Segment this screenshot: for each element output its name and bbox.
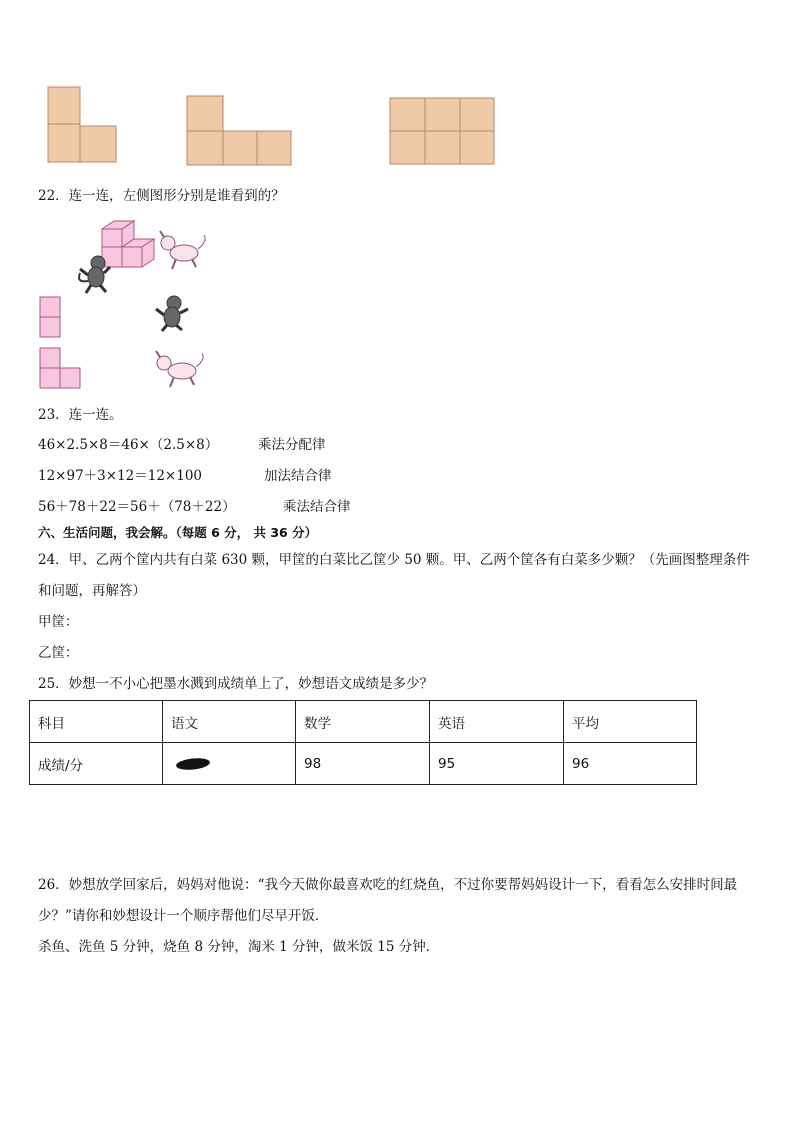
table-cell: 95 bbox=[430, 743, 564, 785]
q23-law-3: 乘法结合律 bbox=[283, 499, 351, 515]
dog-icon bbox=[160, 231, 205, 269]
table-header-cell: 科目 bbox=[30, 701, 163, 743]
block-square bbox=[425, 131, 460, 164]
q23-expr-1: 46×2.5×8＝46×（2.5×8） bbox=[38, 437, 219, 453]
ink-blot bbox=[173, 757, 213, 771]
q26-line-3: 杀鱼、洗鱼 5 分钟，烧鱼 8 分钟，淘米 1 分钟，做米饭 15 分钟． bbox=[38, 939, 440, 955]
q25-title: 25．妙想一不小心把墨水溅到成绩单上了，妙想语文成绩是多少？ bbox=[38, 676, 434, 692]
score-table bbox=[29, 700, 697, 785]
q23-expr-2: 12×97＋3×12＝12×100 bbox=[38, 468, 203, 484]
q23-law-2: 加法结合律 bbox=[264, 468, 332, 484]
q22-title: 22．连一连，左侧图形分别是谁看到的？ bbox=[38, 188, 285, 204]
block-square bbox=[80, 126, 116, 162]
q24-label-b: 乙筐： bbox=[38, 645, 79, 661]
table-header-cell: 语文 bbox=[163, 701, 296, 743]
q23-title: 23．连一连。 bbox=[38, 407, 123, 423]
block-square bbox=[187, 96, 223, 131]
q24-line-1: 24．甲、乙两个筐内共有白菜 630 颗，甲筐的白菜比乙筐少 50 颗。甲、乙两个筐各有白菜多少颗？（先画图整理条件 bbox=[38, 552, 750, 568]
block-square bbox=[460, 98, 494, 131]
table-header-row bbox=[30, 701, 697, 743]
block-square bbox=[257, 131, 291, 165]
view-shape-vertical bbox=[40, 297, 60, 337]
block-square bbox=[390, 131, 425, 164]
monkey-icon bbox=[79, 256, 110, 293]
monkey-icon bbox=[156, 296, 188, 331]
q23-expr-3: 56＋78＋22＝56＋（78＋22） bbox=[38, 499, 236, 515]
cube-stack bbox=[102, 221, 154, 267]
section-6-heading: 六、生活问题，我会解。（每题 6 分， 共 36 分） bbox=[38, 525, 318, 540]
q26-line-2: 少？”请你和妙想设计一个顺序帮他们尽早开饭． bbox=[38, 908, 329, 924]
table-cell: 98 bbox=[296, 743, 430, 785]
block-square bbox=[187, 131, 223, 165]
block-square bbox=[460, 131, 494, 164]
table-row-label: 成绩/分 bbox=[30, 743, 163, 785]
table-header-cell: 平均 bbox=[564, 701, 697, 743]
table-header-cell: 数学 bbox=[296, 701, 430, 743]
block-square bbox=[48, 87, 80, 124]
block-square bbox=[48, 124, 80, 162]
q23-law-1: 乘法分配律 bbox=[258, 437, 326, 453]
q22-illustration bbox=[36, 215, 216, 393]
view-shape-l bbox=[40, 348, 80, 388]
dog-icon bbox=[156, 351, 203, 387]
q26-line-1: 26．妙想放学回家后，妈妈对他说：“我今天做你最喜欢吃的红烧鱼，不过你要帮妈妈设计一下，看看怎么安排时间最 bbox=[38, 877, 738, 893]
table-row bbox=[30, 743, 697, 785]
block-square bbox=[390, 98, 425, 131]
q24-label-a: 甲筐： bbox=[38, 614, 79, 630]
block-square bbox=[223, 131, 257, 165]
table-header-cell: 英语 bbox=[430, 701, 564, 743]
block-views-figures bbox=[40, 82, 510, 172]
ink-blot-cell bbox=[163, 743, 296, 785]
q24-line-2: 和问题，再解答） bbox=[38, 583, 146, 599]
block-square bbox=[425, 98, 460, 131]
table-cell: 96 bbox=[564, 743, 697, 785]
